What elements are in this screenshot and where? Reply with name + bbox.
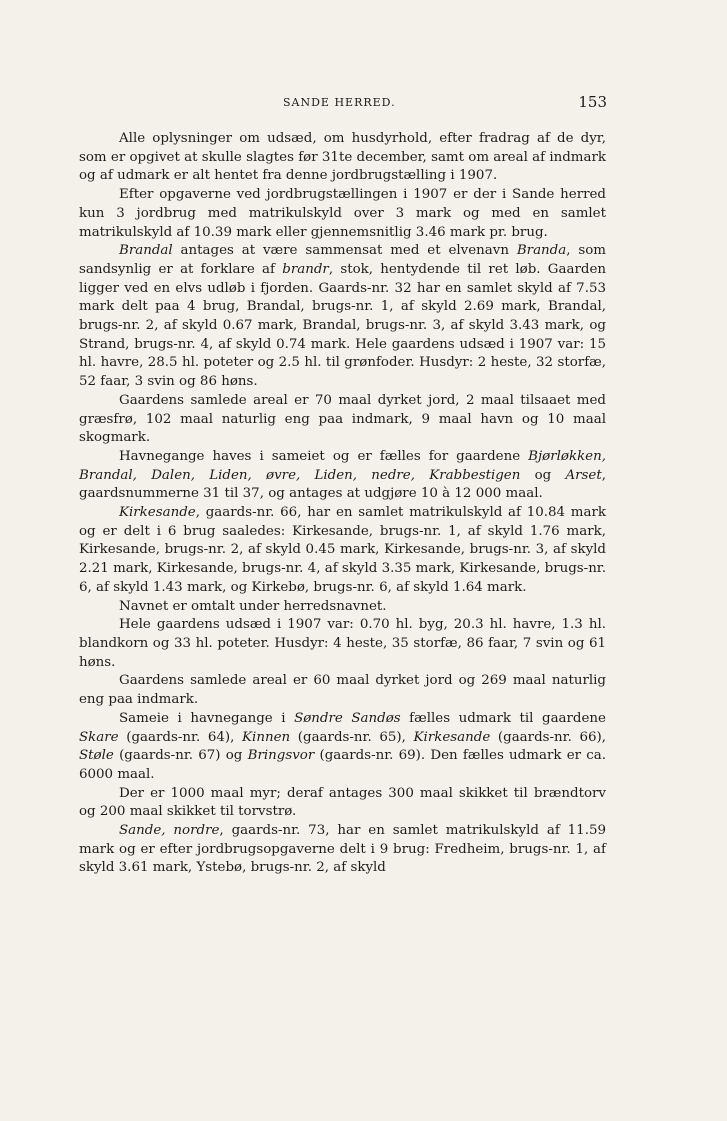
italic-text: Kirkesande xyxy=(413,729,491,745)
text-run: (gaards-nr. 66), xyxy=(490,729,607,745)
italic-text: Branda xyxy=(516,243,567,259)
italic-text: brandr xyxy=(282,261,329,277)
paragraph xyxy=(79,785,606,822)
text-run: , stok, hentydende til ret løb. Gaarden ligger ved en elvs udløb i fjorden. Gaards-nr. 32 har en samlet skyld af 7.53 mark delt paa 4 brug, Brandal, brugs-nr. 1, af skyld 2.69 mark, Brandal, brugs-nr. 2, af skyld 0.67 mark, Brandal, brugs-nr. 3, af skyld 3.43 mark, og Strand, brugs-nr. 4, af skyld 0.74 mark. Hele gaardens udsæd i 1907 var: 15 hl. havre, 28.5 hl. poteter og 2.5 hl. til grønfoder. Husdyr: 2 heste, 32 storfæ, 52 faar, 3 svin og 86 høns. xyxy=(79,261,606,390)
text-run: Alle oplysninger om udsæd, om husdyrhold, efter fradrag af de dyr, som er opgivet at skulle slagtes før 31te december, samt om areal af indmark og af udmark er alt hentet fra denne jordbrugstælling i 1907. xyxy=(79,131,606,184)
text-run: Sameie i havnegange i xyxy=(119,710,295,726)
paragraph xyxy=(79,616,606,672)
text-run: antages at være sammensat med et elvenavn xyxy=(172,243,517,259)
text-run: Hele gaardens udsæd i 1907 var: 0.70 hl. byg, 20.3 hl. havre, 1.3 hl. blandkorn og 33 hl. poteter. Husdyr: 4 heste, 35 storfæ, 86 faar, 7 svin og 61 høns. xyxy=(79,617,606,670)
text-run: (gaards-nr. 69). Den fælles udmark er ca. 6000 maal. xyxy=(79,748,606,782)
paragraph xyxy=(79,672,606,709)
running-head: SANDE HERRED. xyxy=(283,96,396,109)
paragraph xyxy=(79,822,606,878)
text-run: Navnet er omtalt under herredsnavnet. xyxy=(119,598,387,614)
text-run: (gaards-nr. 67) og xyxy=(113,748,248,764)
italic-text: Støle xyxy=(79,748,114,764)
italic-text: Bjørløkken, Brandal, Dalen, Liden, øvre, Liden, nedre, Krabbestigen xyxy=(79,448,606,483)
paragraph xyxy=(79,130,606,186)
text-run: fælles udmark til gaardene xyxy=(400,710,606,726)
text-run: Gaardens samlede areal er 70 maal dyrket jord, 2 maal tilsaaet med græsfrø, 102 maal naturlig eng paa indmark, 9 maal havn og 10 maal skogmark. xyxy=(79,392,606,446)
text-run: (gaards-nr. 64), xyxy=(118,729,243,745)
italic-text: Bringsvor xyxy=(247,748,315,764)
page-header xyxy=(80,93,607,115)
paragraph xyxy=(79,598,606,617)
paragraph xyxy=(79,186,606,242)
text-run: (gaards-nr. 65), xyxy=(290,729,414,745)
body-text xyxy=(79,130,606,878)
paragraph xyxy=(79,392,606,448)
paragraph xyxy=(79,242,606,392)
paragraph xyxy=(79,710,606,785)
paragraph xyxy=(79,448,606,504)
text-run: Gaardens samlede areal er 60 maal dyrket jord og 269 maal naturlig eng paa indmark. xyxy=(79,673,606,708)
text-run: , gaardsnummerne 31 til 37, og antages at udgjøre 10 à 12 000 maal. xyxy=(79,467,606,502)
italic-text: Kinnen xyxy=(242,729,291,745)
paragraph xyxy=(79,504,606,598)
text-run: og xyxy=(520,467,566,483)
italic-text: Sande, nordre xyxy=(119,823,220,839)
text-run: , som sandsynlig er at forklare af xyxy=(79,243,606,277)
italic-text: Arset xyxy=(565,467,602,483)
text-run: Efter opgaverne ved jordbrugstællingen i 1907 er der i Sande herred kun 3 jordbrug med matrikulskyld over 3 mark og med en samlet matrikulskyld af 10.39 mark eller gjennemsnitlig 3.46 mark pr. brug. xyxy=(79,187,606,240)
italic-text: Brandal xyxy=(119,243,173,259)
text-run: Havnegange haves i sameiet og er fælles for gaardene xyxy=(119,448,529,464)
text-run: Der er 1000 maal myr; deraf antages 300 maal skikket til brændtorv og 200 maal skikket til torvstrø. xyxy=(79,785,606,820)
italic-text: Kirkesande xyxy=(119,505,196,521)
text-run: , gaards-nr. 73, har en samlet matrikulskyld af 11.59 mark og er efter jordbrugsopgaverne delt i 9 brug: Fredheim, brugs-nr. 1, af skyld 3.61 mark, Ystebø, brugs-nr. 2, af skyld xyxy=(79,823,606,876)
text-run: , gaards-nr. 66, har en samlet matrikulskyld af 10.84 mark og er delt i 6 brug saaledes: Kirkesande, brugs-nr. 1, af skyld 1.76 mark, Kirkesande, brugs-nr. 2, af skyld 0.45 mark, Kirkesande, brugs-nr. 3, af skyld 2.21 mark, Kirkesande, brugs-nr. 4, af skyld 3.35 mark, Kirkesande, brugs-nr. 6, af skyld 1.43 mark, og Kirkebø, brugs-nr. 6, af skyld 1.64 mark. xyxy=(79,505,606,595)
italic-text: Søndre Sandøs xyxy=(294,710,401,726)
italic-text: Skare xyxy=(79,729,119,745)
page-number: 153 xyxy=(578,93,607,111)
